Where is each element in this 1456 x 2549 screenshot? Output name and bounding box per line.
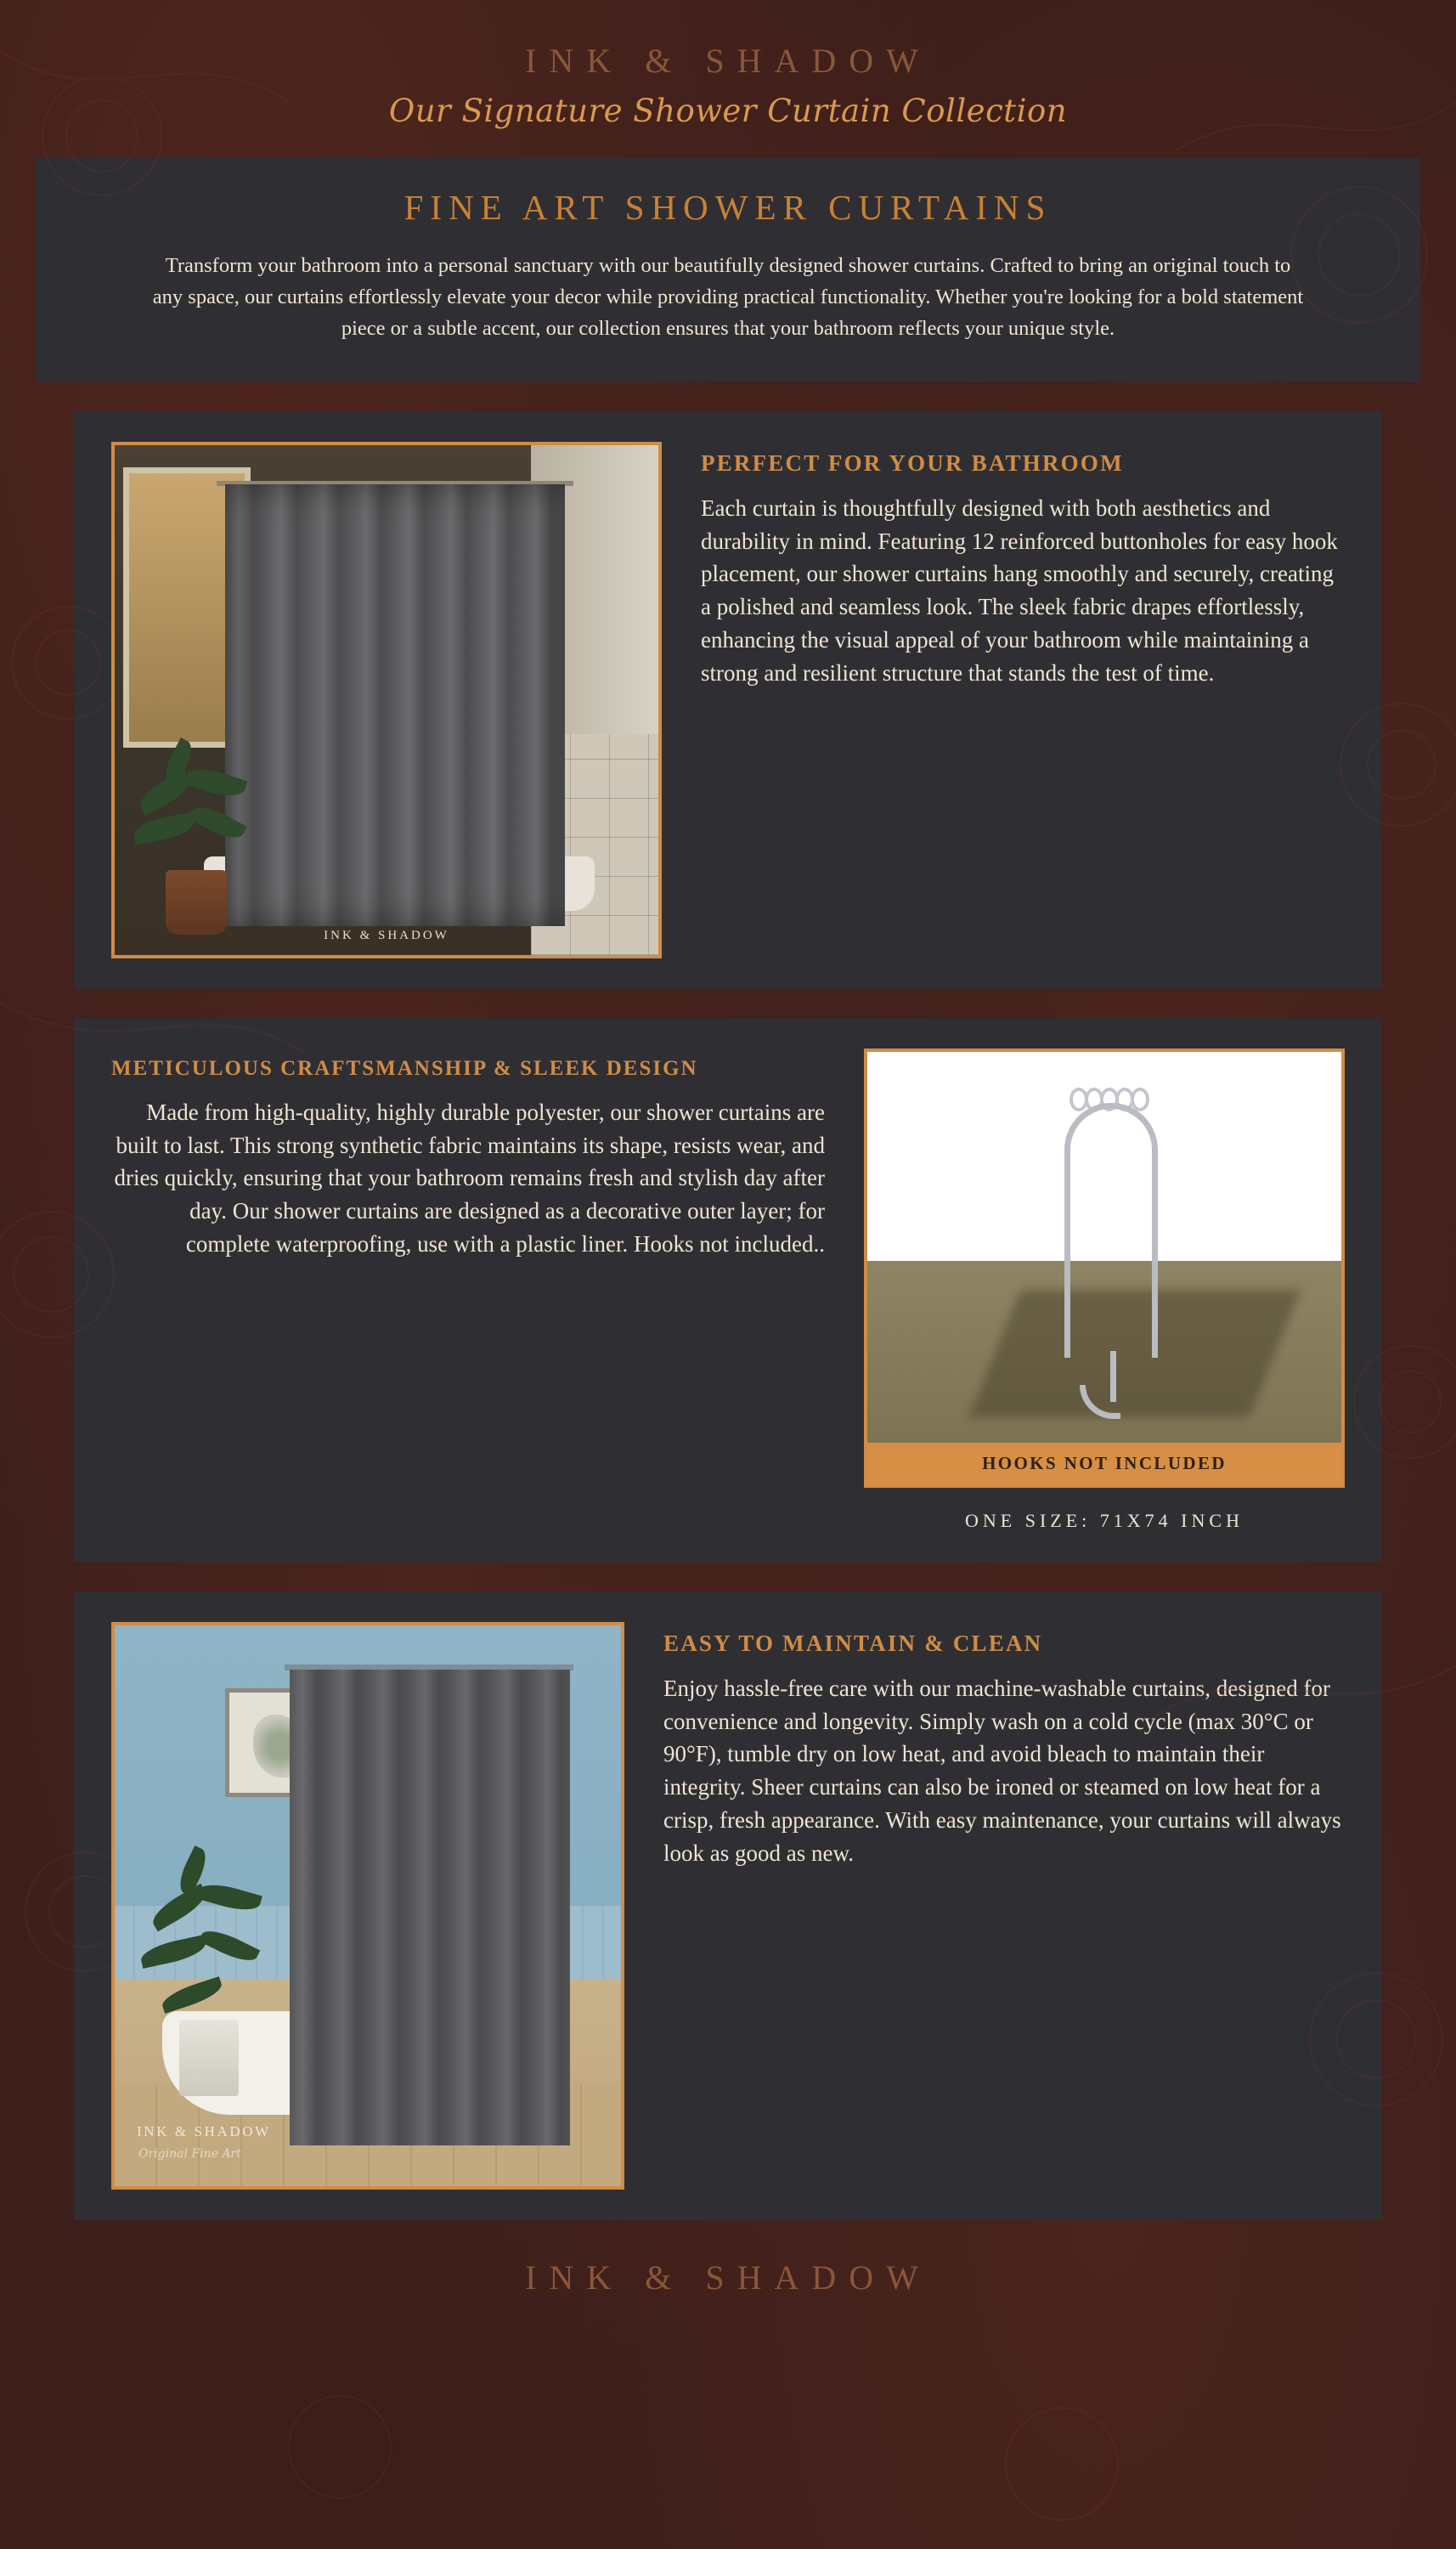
feature-block-craftsmanship [74, 1018, 1382, 1563]
feature-3-image-frame [111, 1622, 624, 2190]
brand-tagline: Our Signature Shower Curtain Collection [388, 93, 1068, 129]
feature-2-body [111, 1048, 825, 1261]
shower-curtain-bathroom-photo [115, 445, 658, 955]
feature-block-maintenance [74, 1591, 1382, 2220]
feature-2-image-column [864, 1048, 1345, 1532]
feature-3-title: EASY TO MAINTAIN & CLEAN [663, 1630, 1043, 1656]
feature-2-title: METICULOUS CRAFTSMANSHIP & SLEEK DESIGN [111, 1056, 698, 1080]
intro-paragraph: Transform your bathroom into a personal sanctuary with our beautifully designed shower curtains. Crafted to bring an original touch to any space, our curtains effortlessly elevate your decor while providing practical functionality. Whether you're looking for a bold statement piece or a subtle accent, our collection ensures that your bathroom reflects your unique style. [152, 254, 1304, 341]
metal-hook-icon [1064, 1103, 1158, 1358]
feature-1-title: PERFECT FOR YOUR BATHROOM [701, 449, 1124, 476]
potted-plant-icon [135, 1858, 271, 2096]
header [0, 0, 1456, 129]
feature-block-bathroom [74, 411, 1382, 989]
potted-plant-icon [130, 748, 257, 935]
feature-1-body [701, 442, 1345, 690]
blue-bathroom-photo [115, 1625, 621, 2186]
feature-1-image-frame [111, 442, 662, 958]
feature-1-text: Each curtain is thoughtfully designed with both aesthetics and durability in mind. Featuring 12 reinforced buttonholes for easy hook placement, our shower curtains hang smoothly and securely, creating a polished and seamless look. The sleek fabric drapes effortlessly, enhancing the visual appeal of your bathroom while maintaining a strong and resilient structure that stands the test of time. [701, 495, 1338, 687]
image-watermark-sub: Original Fine Art [138, 2146, 241, 2161]
shower-curtain-hook-photo [867, 1052, 1345, 1443]
feature-2-image-frame [864, 1048, 1345, 1488]
feature-2-text: Made from high-quality, highly durable polyester, our shower curtains are built to last. This strong synthetic fabric maintains its shape, resists wear, and dries quickly, ensuring that your bathroom remains fresh and stylish day after day. Our shower curtains are designed as a decorative outer layer; for complete waterproofing, use with a plastic liner. Hooks not included.. [114, 1099, 825, 1258]
image-watermark: INK & SHADOW [324, 928, 449, 942]
intro-panel [36, 158, 1420, 382]
feature-3-text: Enjoy hassle-free care with our machine-washable curtains, designed for convenience and longevity. Simply wash on a cold cycle (max 30°C or 90°F), tumble dry on low heat, and avoid bleach to maintain their integrity. Sheer curtains can also be ironed or steamed on low heat for a crisp, fresh appearance. With easy maintenance, your curtains will always look as good as new. [663, 1675, 1341, 1867]
page-title: FINE ART SHOWER CURTAINS [404, 188, 1052, 227]
image-watermark: INK & SHADOW [137, 2122, 271, 2139]
footer [0, 2220, 1456, 2338]
feature-3-body [663, 1622, 1345, 1870]
size-label: ONE SIZE: 71X74 INCH [965, 1509, 1244, 1531]
brand-name: INK & SHADOW [525, 42, 931, 80]
hooks-not-included-caption: HOOKS NOT INCLUDED [867, 1443, 1341, 1484]
footer-brand-name: INK & SHADOW [525, 2258, 931, 2297]
